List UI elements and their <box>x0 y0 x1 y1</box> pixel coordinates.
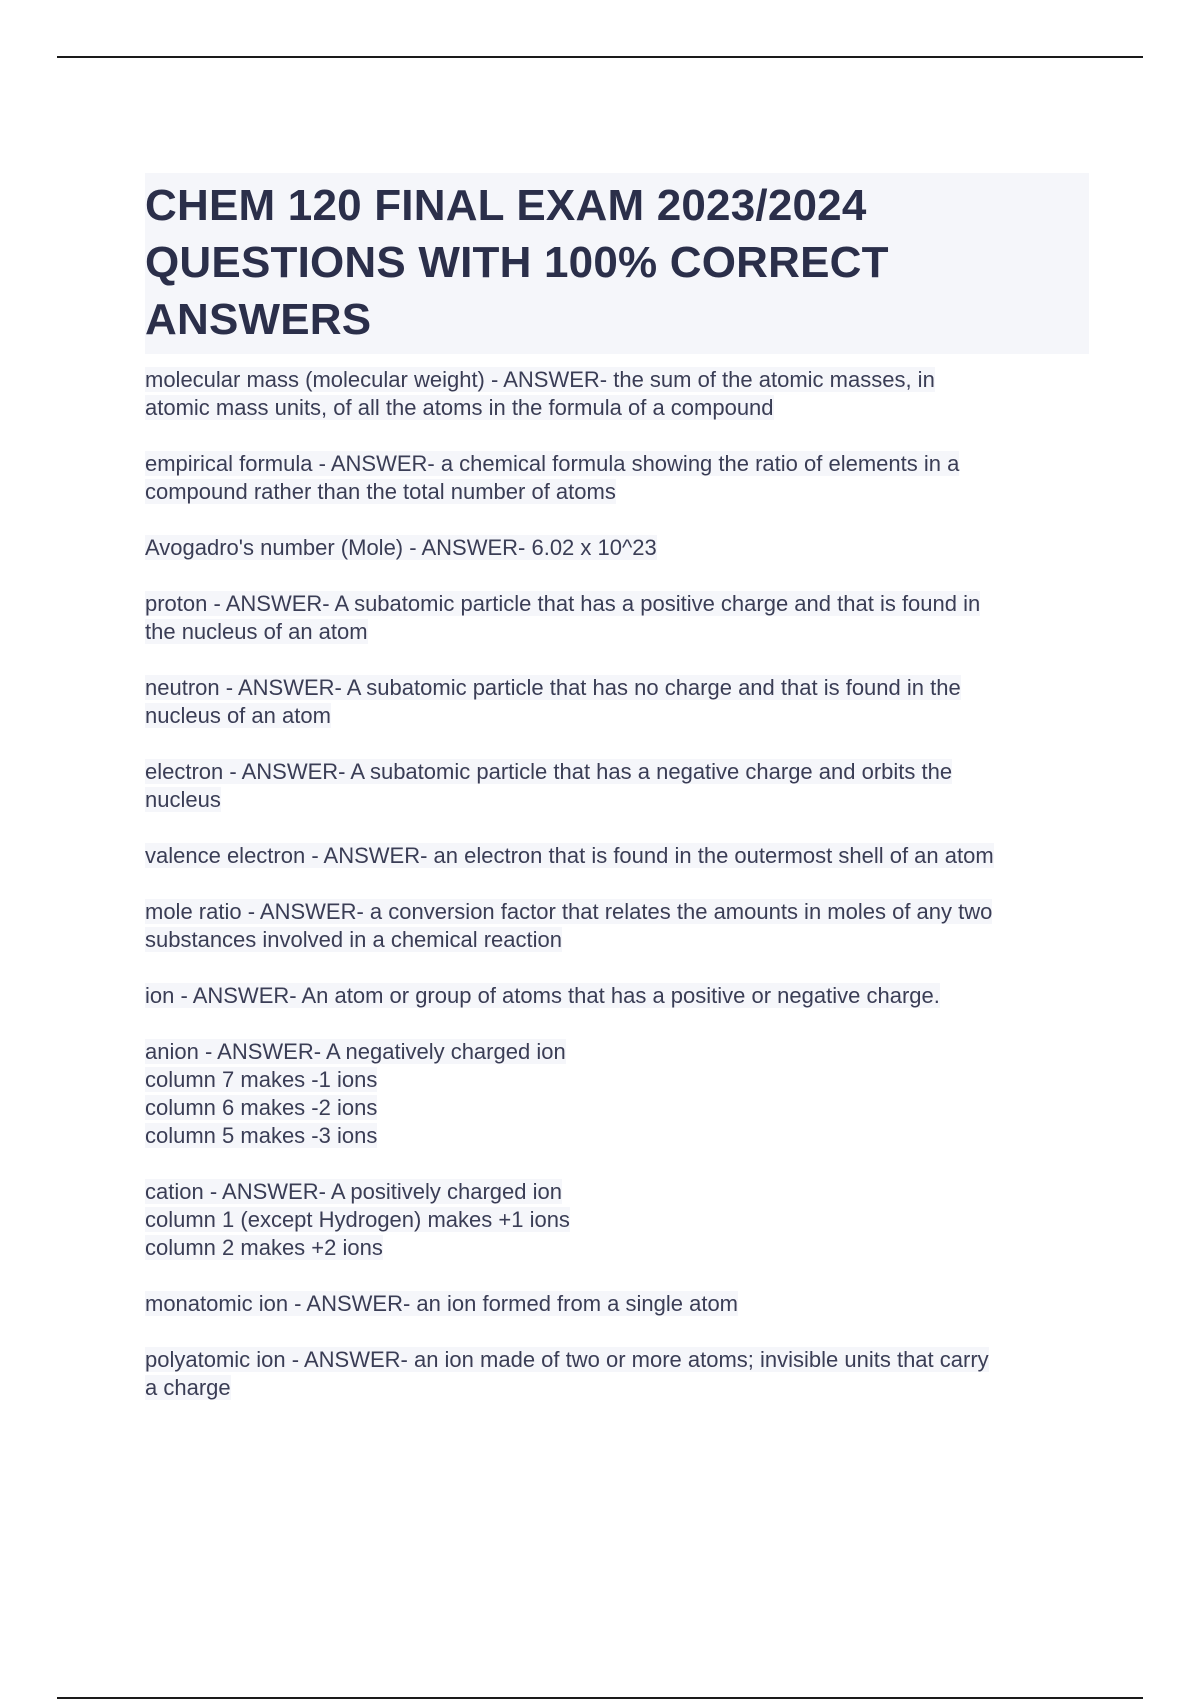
qa-term-answer-line <box>145 590 1090 618</box>
qa-entry <box>145 982 1090 1010</box>
qa-line-text: mole ratio - ANSWER- a conversion factor that relates the amounts in moles of any two <box>145 899 993 924</box>
qa-line-text: ion - ANSWER- An atom or group of atoms that has a positive or negative charge. <box>145 983 940 1008</box>
qa-continuation-line <box>145 1374 1090 1402</box>
qa-term-answer-line <box>145 982 1090 1010</box>
qa-term-answer-line <box>145 758 1090 786</box>
qa-term-answer-line <box>145 534 1090 562</box>
qa-entry <box>145 1290 1090 1318</box>
qa-entry <box>145 534 1090 562</box>
qa-continuation-line <box>145 1206 1090 1234</box>
qa-continuation-line <box>145 1122 1090 1150</box>
title-line: CHEM 120 FINAL EXAM 2023/2024 <box>145 181 867 230</box>
qa-line-text: column 2 makes +2 ions <box>145 1235 383 1260</box>
qa-entry <box>145 674 1090 730</box>
qa-line-text: column 1 (except Hydrogen) makes +1 ions <box>145 1207 570 1232</box>
qa-line-text: electron - ANSWER- A subatomic particle that has a negative charge and orbits the <box>145 759 953 784</box>
qa-line-text: column 5 makes -3 ions <box>145 1123 378 1148</box>
top-rule <box>57 56 1143 58</box>
qa-continuation-line <box>145 926 1090 954</box>
qa-line-text: valence electron - ANSWER- an electron that is found in the outermost shell of an atom <box>145 843 994 868</box>
qa-line-text: cation - ANSWER- A positively charged ion <box>145 1179 562 1204</box>
qa-line-text: atomic mass units, of all the atoms in the formula of a compound <box>145 395 774 420</box>
qa-entry <box>145 1178 1090 1262</box>
qa-term-answer-line <box>145 450 1090 478</box>
qa-continuation-line <box>145 1094 1090 1122</box>
qa-list <box>145 366 1090 1430</box>
qa-entry <box>145 1346 1090 1402</box>
qa-entry <box>145 758 1090 814</box>
qa-line-text: column 6 makes -2 ions <box>145 1095 378 1120</box>
qa-line-text: Avogadro's number (Mole) - ANSWER- 6.02 x 10^23 <box>145 535 657 560</box>
qa-continuation-line <box>145 702 1090 730</box>
qa-line-text: substances involved in a chemical reaction <box>145 927 563 952</box>
qa-line-text: empirical formula - ANSWER- a chemical formula showing the ratio of elements in a <box>145 451 960 476</box>
qa-term-answer-line <box>145 898 1090 926</box>
bottom-rule <box>57 1697 1143 1699</box>
qa-term-answer-line <box>145 1290 1090 1318</box>
qa-line-text: polyatomic ion - ANSWER- an ion made of two or more atoms; invisible units that carry <box>145 1347 989 1372</box>
qa-line-text: monatomic ion - ANSWER- an ion formed from a single atom <box>145 1291 739 1316</box>
qa-entry <box>145 842 1090 870</box>
qa-line-text: neutron - ANSWER- A subatomic particle that has no charge and that is found in the <box>145 675 961 700</box>
qa-line-text: nucleus of an atom <box>145 703 331 728</box>
qa-line-text: the nucleus of an atom <box>145 619 368 644</box>
qa-line-text: nucleus <box>145 787 221 812</box>
qa-line-text: column 7 makes -1 ions <box>145 1067 378 1092</box>
title-block <box>145 173 1089 354</box>
qa-term-answer-line <box>145 842 1090 870</box>
title-line: ANSWERS <box>145 295 372 344</box>
qa-line-text: molecular mass (molecular weight) - ANSWER- the sum of the atomic masses, in <box>145 367 935 392</box>
qa-continuation-line <box>145 1234 1090 1262</box>
qa-entry <box>145 450 1090 506</box>
qa-line-text: proton - ANSWER- A subatomic particle that has a positive charge and that is found in <box>145 591 981 616</box>
page-title <box>145 177 1089 348</box>
qa-line-text: a charge <box>145 1375 231 1400</box>
qa-entry <box>145 366 1090 422</box>
qa-continuation-line <box>145 394 1090 422</box>
qa-term-answer-line <box>145 1038 1090 1066</box>
qa-continuation-line <box>145 618 1090 646</box>
qa-term-answer-line <box>145 1346 1090 1374</box>
qa-continuation-line <box>145 786 1090 814</box>
title-line: QUESTIONS WITH 100% CORRECT <box>145 238 889 287</box>
qa-line-text: anion - ANSWER- A negatively charged ion <box>145 1039 566 1064</box>
qa-term-answer-line <box>145 366 1090 394</box>
qa-entry <box>145 1038 1090 1150</box>
qa-continuation-line <box>145 478 1090 506</box>
qa-line-text: compound rather than the total number of atoms <box>145 479 616 504</box>
qa-term-answer-line <box>145 674 1090 702</box>
qa-entry <box>145 898 1090 954</box>
qa-entry <box>145 590 1090 646</box>
qa-term-answer-line <box>145 1178 1090 1206</box>
qa-continuation-line <box>145 1066 1090 1094</box>
